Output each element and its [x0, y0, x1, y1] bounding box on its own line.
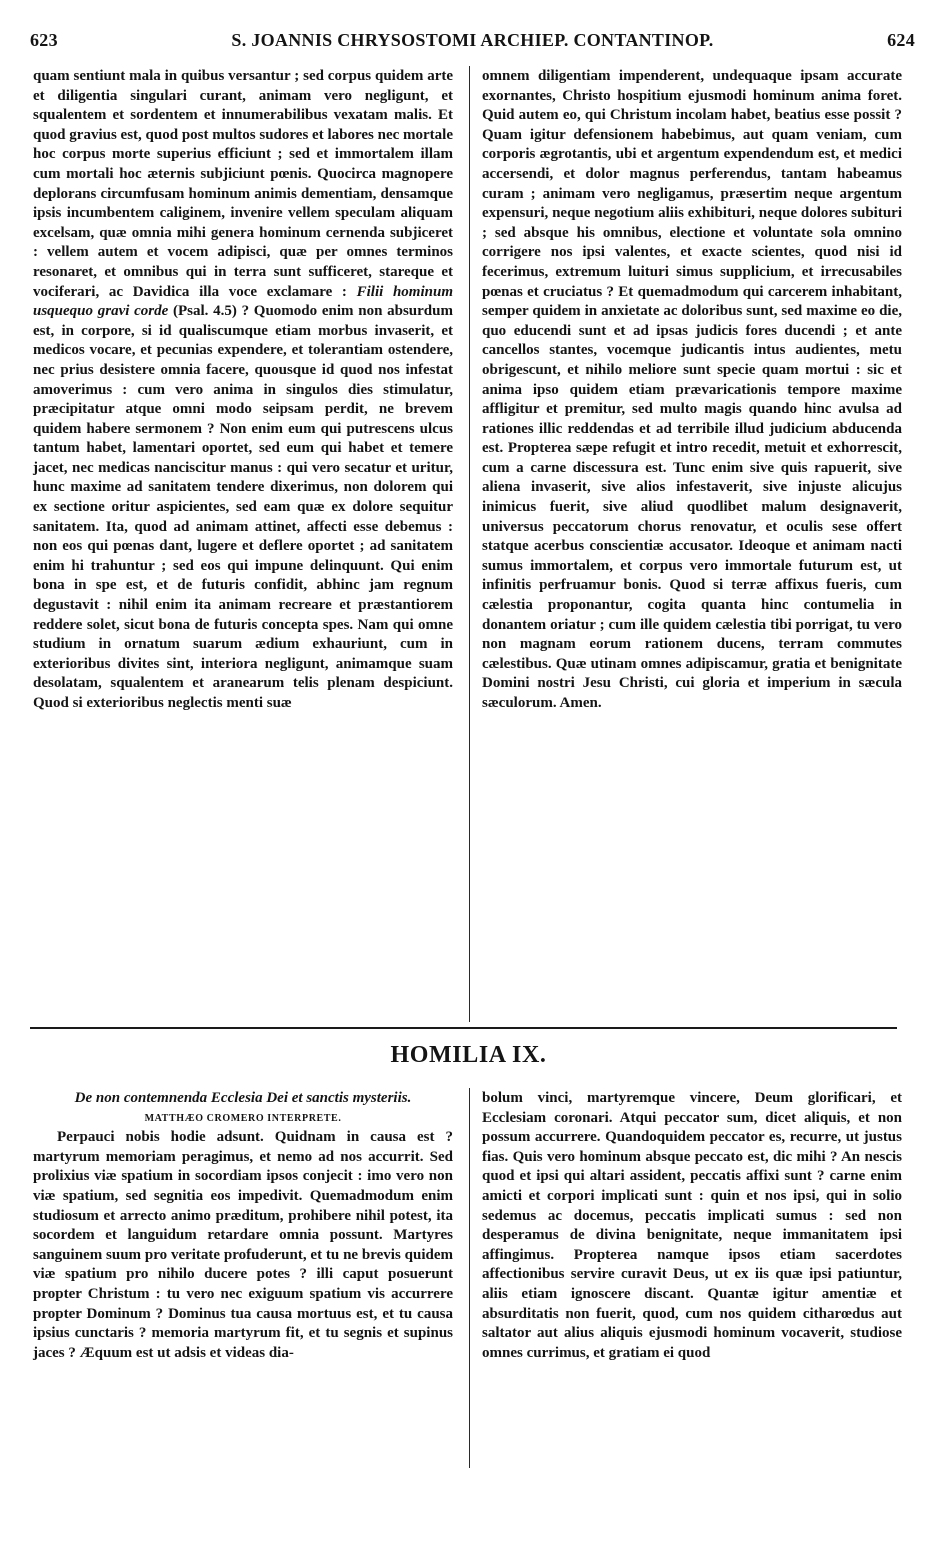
translator-line: MATTHÆO CROMERO INTERPRETE. [144, 1112, 342, 1124]
column-divider-top [469, 66, 470, 1022]
bottom-left-column [33, 1089, 453, 1509]
homily-right-paragraph: bolum vinci, martyremque vincere, Deum glorificari, et Ecclesiam coronari. Atqui peccator sum, dicet aliquis, et non possum accurrere. Quandoquidem peccator es, recurre, ut justus fias. Quis vero hominum absque peccato est, dic mihi ? An nescis quod et ipsi qui altari assident, peccatis affixi sunt ? carne enim amicti et corpori implicati sunt : quin et nos ipsi, qui in solio sedemus ac docemus, peccatis implicati sumus : sed non desperamus de divina benignitate, neque immanitatem ipsi affingimus. Propterea namque ipsos etiam sacerdotes affectionibus servire curavit Deus, ut ex iis quæ ipsi patiuntur, aliis etiam ignoscere discant. Quantæ igitur amentiæ et absurditatis non fuerit, quod, cum nos quidem citharœdus aut saltator aut alius aliquis ejusmodi hominum vocaverit, studiose omnes currimus, et gratiam ei quod [482, 1090, 902, 1361]
top-left-column [33, 67, 453, 1022]
text-before-quote: quam sentiunt mala in quibus versantur ; sed corpus quidem arte et diligentia singulari curant, animam vero negligunt, et squalentem et sordentem et innumerabilibus vexatam malis. Et quod gravius est, quod post multos sudores et labores nec mortale hoc corpus morte superius efficiunt ; sed et immortalem illam cum mortali hoc æternis subjiciunt pœnis. Quocirca magnopere deplorans circumfusam hominum animis dementiam, densamque ipsis incumbentem caliginem, invenire vellem speculam aliquam excelsam, quæ omnia mihi genera hominum cernenda subjiceret : vellem autem et vocem adipisci, quæ per omnes terminos resonaret, et omnibus qui in terra sunt sufficeret, stareque et vociferari, ac Davidica illa voce exclamare : [33, 68, 453, 300]
top-left-paragraph [33, 67, 453, 714]
psalm-quote: Filii hominum usquequo gravi corde [33, 283, 453, 320]
homily-subtitle: De non contemnenda Ecclesia Dei et sanctis mysteriis. [74, 1090, 412, 1106]
section-divider [30, 1027, 897, 1029]
top-right-paragraph: omnem diligentiam impenderent, undequaque ipsam accurate exornantes, Christo hospitium ejusmodi hominum anima foret. Quid autem eo, qui Christum incolam habet, beatius esse possit ? Quam igitur defensionem habebimus, aut quam veniam, cum corporis ægrotantis, ubi et argentum expendendum est, et medici accersendi, et dolor magnus perferendus, tantam habeamus curam ; animam vero negligamus, præsertim neque argentum expensuri, neque negotium aliis exhibituri, neque dolores subituri ; sed absque his omnibus, electione et voluntate sola omnino corrigere nos ipsi valentes, et exacte scientes, quod nisi id fecerimus, extremum luituri simus supplicium, et irrecusabiles pœnas et cruciatus ? Et quemadmodum qui carcerem inhabitant, semper quidem in anxietate ac doloribus sunt, sed maxime eo die, quo educendi sunt et ad ipsas judicis fores ducendi ; et ante cancellos stantes, vocemque judicantis intus audientes, metu obrigescunt, et nihilo meliore sunt specie quam mortui : sic et anima ipso quidem etiam prævaricationis tempore maxime affligitur et premitur, sed multo magis quando hinc avulsa ad rationes illic reddendas et ad terribile illud judicium abducenda est. Propterea sæpe refugit et intro recedit, metuit et exhorrescit, cum a carne discessura est. Tunc enim sive quis rapuerit, sive aliena invaserit, sive alios infestaverit, sive injuste alicujus inimicus fuerit, sive aliud quodlibet malum designaverit, universus peccatorum chorus renovatur, et oculis sese offert statque acerbus conscientiæ accusator. Ideoque et animam nacti sumus immortalem, et corpus vero immortale futurum est, ut infinitis perfruamur bonis. Quod si terræ affixus fueris, cum cælestia proponantur, cogita quanta hinc contumelia in donantem oriatur ; cum ille quidem cælestia tibi porrigat, tu vero non magnam eorum rationem ducens, terram commutes cælestibus. Quæ utinam omnes adipiscamur, gratia et benignitate Domini nostri Jesu Christi, cui gloria et imperium in sæcula sæculorum. Amen. [482, 68, 902, 711]
running-title: S. JOANNIS CHRYSOSTOMI ARCHIEP. CONTANTINOP. [231, 30, 714, 50]
bottom-right-column [482, 1089, 902, 1509]
page-number-right: 624 [887, 30, 915, 50]
running-head [30, 30, 915, 58]
page-number-left: 623 [30, 30, 58, 50]
homily-title: HOMILIA IX. [390, 1042, 547, 1068]
homily-left-paragraph: Perpauci nobis hodie adsunt. Quidnam in causa est ? martyrum memoriam peragimus, et nemo ad nos accurrit. Sed prolixius viæ spatium in socordiam ipsos conjecit : imo vero non viæ spatium, sed segnitia eos impedivit. Quemadmodum enim studiosum et arrecto animo præditum, prohibere nihil potest, ita socordem et languidum retardare omnia possunt. Martyres sanguinem suum pro veritate profuderunt, et tu ne brevis quidem viæ spatium pro nihilo ducere potes ? illi caput posuerunt propter Christum : tu vero nec exiguum spatium vis accurrere propter Dominum ? Dominus tua causa mortuus est, et tu causa ipsius cunctaris ? memoria martyrum fit, et tu segnis et supinus jaces ? Æquum est ut adsis et videas dia- [33, 1129, 453, 1361]
psalm-citation: (Psal. 4.5) [168, 303, 242, 320]
text-after-quote: ? Quomodo enim non absurdum est, in corpore, si id qualiscumque etiam morbus invaserit, et medicos vocare, et pecunias expendere, et tolerantiam ostendere, nec prius desistere omnia facere, quousque id quod nos infestat amoverimus : cum vero anima in singulos dies stimulatur, præcipitatur atque omni modo seipsam perdit, ne brevem quidem habere sermonem ? Non enim eum qui putrescens ulcus tantum habet, lamentari oportet, sed eum qui habet et temere jacet, nec medicas nanciscitur manus : qui vero secatur et uritur, hunc maxime ad sanitatem tendere dixerimus, non dolorem qui ex sectione oritur aspicientes, sed eam quæ ex dolore sequitur sanitatem. Ita, quod ad animam attinet, affecti esse debemus : non eos qui pœnas dant, lugere et deflere oportet ; ad sanitatem enim hi trahuntur ; sed eos qui impune delinquunt. Qui enim bona in spe est, et de futuris confidit, abhinc jam regnum degustavit : nihil enim ita animam recreare et præstantiorem reddere solet, sicut bona de futuris concepta spes. Nam qui omne studium in ornatum suarum ædium exhauriunt, cum in exterioribus divites sint, interiora negligunt, animamque suam desolatam, squalentem et aranearum telis plenam despiciunt. Quod si exterioribus neglectis menti suæ [33, 303, 453, 711]
top-right-column [482, 67, 902, 1022]
column-divider-bottom [469, 1088, 470, 1468]
